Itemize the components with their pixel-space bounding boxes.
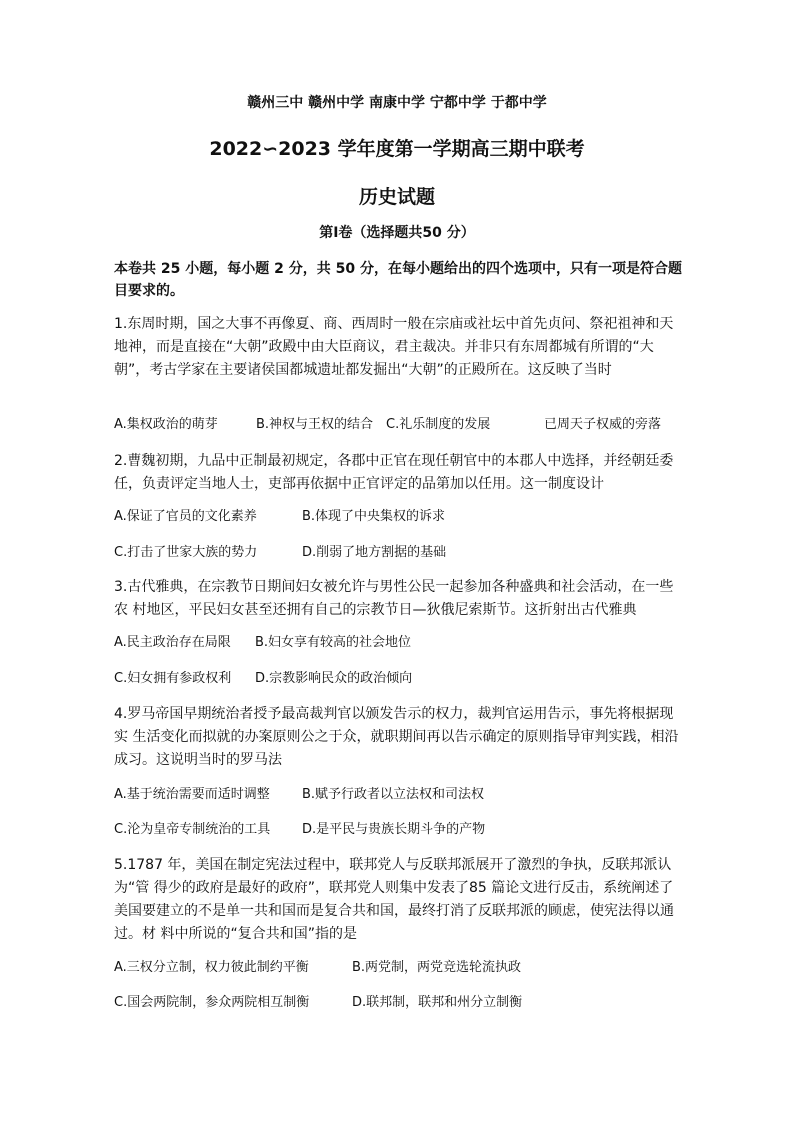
option-d[interactable]: D.宗教影响民众的政治倾向 <box>255 671 413 686</box>
question-5-options-row-1 <box>114 958 694 978</box>
question-stem: 5.1787 年，美国在制定宪法过程中，联邦党人与反联邦派展开了激烈的争执，反联邦派认为“管 得少的政府是最好的政府”，联邦党人则集中发表了85 篇论文进行反击，系统阐述了美国要建立的不是单一共和国而是复合共和国，最终打消了反联邦派的顾虑，使宪法得以通过。材 料中所说的“复合共和国”指的是 <box>114 857 674 942</box>
question-2 <box>114 450 686 496</box>
option-c[interactable]: C.打击了世家大族的势力 <box>114 545 258 560</box>
option-b[interactable]: B.妇女享有较高的社会地位 <box>255 635 412 650</box>
instructions: 本卷共 25 小题，每小题 2 分，共 50 分，在每小题给出的四个选项中，只有一项是符合题目要求的。 <box>114 261 682 299</box>
option-d[interactable]: D.削弱了地方割据的基础 <box>302 545 447 560</box>
question-3-options-row-1 <box>114 633 694 653</box>
question-4-options-row-1 <box>114 785 694 805</box>
question-stem: 2.曹魏初期，九品中正制最初规定，各郡中正官在现任朝官中的本郡人中选择，并经朝廷委任，负责评定当地人士，吏部再依据中正官评定的品第加以任用。这一制度设计 <box>114 453 674 492</box>
option-a[interactable]: A.集权政治的萌芽 <box>114 417 218 432</box>
option-d[interactable]: D.是平民与贵族长期斗争的产物 <box>302 822 486 837</box>
school-list: 赣州三中 赣州中学 南康中学 宁都中学 于都中学 <box>247 95 547 111</box>
question-stem: 1.东周时期，国之大事不再像夏、商、西周时一般在宗庙或社坛中首先贞问、祭祀祖神和天地神，而是直接在“大朝”政殿中由大臣商议，君主裁决。并非只有东周都城有所谓的“大朝”，考古学家在主要诸侯国都城遗址都发掘出“大朝”的正殿所在。这反映了当时 <box>114 316 674 378</box>
option-a[interactable]: A.三权分立制，权力彼此制约平衡 <box>114 960 309 975</box>
option-c[interactable]: C.国会两院制，参众两院相互制衡 <box>114 995 310 1010</box>
option-a[interactable]: A.基于统治需要而适时调整 <box>114 787 270 802</box>
option-c[interactable]: C.妇女拥有参政权利 <box>114 671 232 686</box>
option-c[interactable]: C.礼乐制度的发展 <box>386 417 491 432</box>
question-stem: 4.罗马帝国早期统治者授予最高裁判官以颁发告示的权力，裁判官运用告示，事先将根据现实 生活变化而拟就的办案原则公之于众，就职期间再以告示确定的原则指导审判实践，相沿成习。这说明当时的罗马法 <box>114 706 679 768</box>
question-5-options-row-2 <box>114 993 694 1013</box>
exam-title: 2022∽2023 学年度第一学期高三期中联考 <box>209 138 585 160</box>
option-a[interactable]: A.民主政治存在局限 <box>114 635 231 650</box>
question-3 <box>114 576 686 622</box>
option-d[interactable]: D.联邦制，联邦和州分立制衡 <box>352 995 523 1010</box>
question-4-options-row-2 <box>114 820 694 840</box>
option-d[interactable]: 已周天子权威的旁落 <box>544 417 662 432</box>
question-3-options-row-2 <box>114 669 694 689</box>
question-2-options-row-1 <box>114 507 694 527</box>
question-stem: 3.古代雅典，在宗教节日期间妇女被允许与男性公民一起参加各种盛典和社会活动，在一些农 村地区，平民妇女甚至还拥有自己的宗教节日—狄俄尼索斯节。这折射出古代雅典 <box>114 579 674 618</box>
question-5 <box>114 854 686 946</box>
question-1 <box>114 313 686 382</box>
question-4 <box>114 703 686 772</box>
subject-title: 历史试题 <box>358 186 435 208</box>
question-1-options <box>114 415 694 435</box>
option-a[interactable]: A.保证了官员的文化素养 <box>114 509 257 524</box>
option-b[interactable]: B.体现了中央集权的诉求 <box>302 509 446 524</box>
question-2-options-row-2 <box>114 543 694 563</box>
option-b[interactable]: B.两党制，两党竞选轮流执政 <box>352 960 522 975</box>
option-b[interactable]: B.神权与王权的结合 <box>256 417 374 432</box>
option-b[interactable]: B.赋予行政者以立法权和司法权 <box>302 787 485 802</box>
section-title: 第Ⅰ卷（选择题共50 分） <box>319 225 475 241</box>
option-c[interactable]: C.沦为皇帝专制统治的工具 <box>114 822 271 837</box>
